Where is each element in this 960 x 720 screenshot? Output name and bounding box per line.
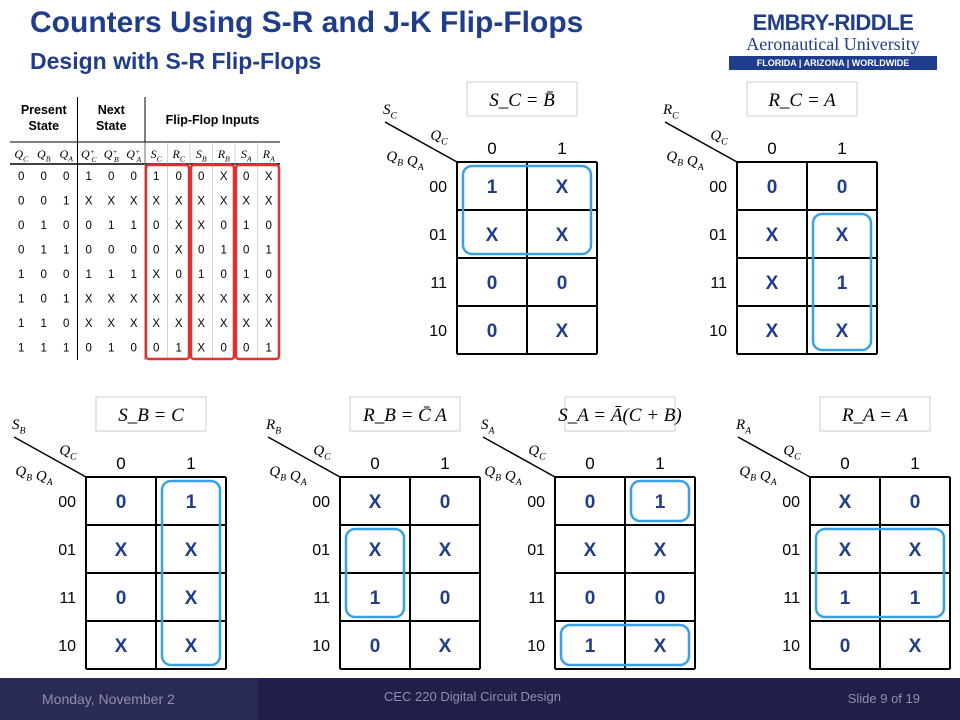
table-col-header: $S_A$ — [240, 147, 252, 164]
logo-line-2: Aeronautical University — [746, 34, 920, 54]
kmap-cell: X — [184, 636, 198, 657]
kmap-row-header: 10 — [58, 638, 76, 655]
kmap-cell: 0 — [439, 492, 451, 513]
kmap-cell: 1 — [909, 588, 921, 609]
table-cell: 1 — [243, 220, 250, 232]
kmap-cell: 0 — [654, 588, 666, 609]
kmap-cell: X — [765, 225, 779, 246]
kmap-cell: 0 — [766, 177, 778, 198]
table-cell: 0 — [243, 342, 250, 355]
kmap-col-header: 0 — [767, 139, 777, 158]
table-cell: X — [84, 318, 93, 330]
table-cell: 1 — [63, 244, 70, 257]
kmap-row-header: 01 — [429, 227, 447, 244]
kmap-col-header: 0 — [585, 454, 595, 473]
table-header-present: Present — [20, 103, 67, 117]
table-header-next-2: State — [95, 119, 127, 133]
table-cell: X — [264, 195, 273, 208]
table-cell: 0 — [130, 171, 137, 183]
kmap-cell: 1 — [836, 273, 848, 294]
kmap-col-header: 1 — [186, 454, 196, 473]
table-col-header: Q+ A — [126, 146, 142, 165]
table-cell: X — [174, 220, 183, 232]
kmap-cell: X — [555, 225, 569, 246]
table-cell: 0 — [18, 220, 25, 232]
kmap-cell: 0 — [115, 492, 127, 513]
kmap-cell: X — [653, 636, 667, 657]
table-cell: 0 — [130, 342, 137, 355]
table-col-header: $Q_B$ — [37, 147, 51, 164]
kmap-row-header: 11 — [313, 590, 330, 607]
footer-course: CEC 220 Digital Circuit Design — [384, 689, 562, 704]
table-header-next: Next — [97, 103, 125, 117]
kmap-row-header: 01 — [58, 542, 76, 559]
table-cell: X — [174, 293, 183, 306]
table-cell: 0 — [63, 318, 70, 330]
table-cell: 1 — [40, 244, 47, 257]
kmap-row-header: 01 — [527, 542, 545, 559]
kmap-equation-sb: S_B = C — [118, 405, 184, 426]
kmap-row-header: 10 — [527, 638, 545, 655]
table-cell: X — [129, 293, 138, 306]
kmap-col-header: 0 — [487, 139, 497, 158]
kmap-row-header: 00 — [709, 179, 727, 196]
table-cell: X — [242, 195, 251, 208]
kmap-cell: 0 — [584, 492, 596, 513]
kmap-col-var-sa: $Q_C$ — [528, 443, 546, 463]
kmap-cell: 1 — [839, 588, 851, 609]
table-col-header: $Q_A$ — [59, 147, 73, 164]
table-cell: 0 — [63, 220, 70, 232]
kmap-row-header: 10 — [429, 323, 447, 340]
kmap-col-header: 0 — [370, 454, 380, 473]
kmap-cell: 0 — [836, 177, 848, 198]
kmap-col-var-sc: $Q_C$ — [430, 128, 448, 148]
kmap-function-label-rc: $R_C$ — [663, 102, 679, 122]
table-cell: X — [129, 195, 138, 208]
kmap-col-var-rb: $Q_C$ — [313, 443, 331, 463]
table-cell: 0 — [153, 342, 160, 355]
table-col-header: $R_C$ — [172, 147, 186, 164]
kmap-row-var-ra: $Q_B$ $Q_A$ — [739, 464, 777, 488]
table-cell: 0 — [198, 171, 205, 183]
table-col-header: $S_B$ — [195, 147, 207, 164]
table-cell: X — [219, 195, 228, 208]
table-cell: 1 — [63, 342, 70, 355]
table-cell: 1 — [85, 269, 92, 281]
table-cell: X — [197, 293, 206, 306]
table-cell: 1 — [18, 293, 25, 306]
kmap-cell: 0 — [556, 273, 568, 294]
slide-title: Counters Using S-R and J-K Flip-Flops — [30, 6, 584, 39]
kmap-row-var-rb: $Q_B$ $Q_A$ — [269, 464, 307, 488]
table-cell: X — [219, 318, 228, 330]
table-cell: 0 — [153, 220, 160, 232]
kmap-col-header: 1 — [655, 454, 665, 473]
kmap-cell: 1 — [584, 636, 596, 657]
table-cell: 0 — [18, 244, 25, 257]
table-cell: 0 — [198, 244, 205, 257]
table-cell: X — [107, 318, 116, 330]
table-cell: 1 — [40, 318, 47, 330]
table-cell: 1 — [265, 244, 272, 257]
footer-slide-number: Slide 9 of 19 — [847, 691, 920, 706]
table-col-header: $R_A$ — [262, 147, 275, 164]
table-cell: 1 — [130, 269, 137, 281]
kmap-function-label-sa: $S_A$ — [481, 417, 495, 437]
table-cell: X — [219, 171, 228, 183]
table-cell: 0 — [85, 342, 92, 355]
table-cell: 1 — [153, 171, 160, 183]
table-cell: X — [84, 293, 93, 306]
kmap-cell: 0 — [909, 492, 921, 513]
table-cell: 0 — [220, 220, 227, 232]
kmap-cell: 0 — [115, 588, 127, 609]
kmap-equation-rb: R_B = C̄ A — [363, 405, 447, 426]
kmap-cell: X — [838, 540, 852, 561]
table-cell: 1 — [108, 269, 115, 281]
kmap-row-header: 11 — [59, 590, 76, 607]
kmap-equation-rc: R_C = A — [768, 90, 836, 111]
table-cell: 0 — [40, 269, 47, 281]
table-cell: 0 — [243, 171, 250, 183]
table-cell: X — [242, 318, 251, 330]
table-cell: X — [174, 195, 183, 208]
kmap-row-header: 10 — [709, 323, 727, 340]
table-cell: X — [174, 318, 183, 330]
table-header-present-2: State — [28, 119, 60, 133]
logo-line-3: FLORIDA | ARIZONA | WORLDWIDE — [729, 56, 937, 70]
slide-footer — [0, 678, 960, 720]
table-cell: 1 — [63, 293, 70, 306]
kmap-row-header: 01 — [782, 542, 800, 559]
kmap-cell: X — [838, 492, 852, 513]
table-cell: 0 — [108, 244, 115, 257]
table-cell: X — [152, 293, 161, 306]
logo-line-1: EMBRY-RIDDLE — [752, 10, 914, 35]
kmap-row-header: 10 — [312, 638, 330, 655]
table-cell: 0 — [108, 171, 115, 183]
kmap-equation-sa: S_A = Ā(C + B) — [558, 405, 682, 426]
table-cell: X — [152, 269, 161, 281]
table-cell: X — [107, 195, 116, 208]
table-cell: X — [152, 195, 161, 208]
kmap-col-header: 1 — [440, 454, 450, 473]
table-cell: X — [197, 342, 206, 355]
kmap-row-var-sc: $Q_B$ $Q_A$ — [386, 149, 424, 173]
kmap-cell: 1 — [486, 177, 498, 198]
table-cell: 0 — [220, 269, 227, 281]
kmap-cell: 0 — [439, 588, 451, 609]
table-cell: 0 — [63, 269, 70, 281]
table-cell: 0 — [130, 244, 137, 257]
kmap-cell: X — [438, 540, 452, 561]
kmap-cell: X — [555, 177, 569, 198]
kmap-cell: X — [368, 540, 382, 561]
table-cell: X — [264, 293, 273, 306]
kmap-function-label-sc: $S_C$ — [383, 102, 398, 122]
kmap-cell: 1 — [369, 588, 381, 609]
table-cell: 0 — [85, 220, 92, 232]
kmap-cell: X — [653, 540, 667, 561]
table-col-header: $R_B$ — [217, 147, 230, 164]
kmap-cell: X — [765, 321, 779, 342]
kmap-row-header: 11 — [710, 275, 727, 292]
kmap-row-header: 01 — [312, 542, 330, 559]
table-cell: 1 — [265, 342, 272, 355]
table-cell: 1 — [108, 220, 115, 232]
kmap-cell: 0 — [839, 636, 851, 657]
kmap-col-header: 0 — [840, 454, 850, 473]
kmap-cell: X — [184, 540, 198, 561]
table-cell: 0 — [40, 293, 47, 306]
kmap-row-header: 11 — [783, 590, 800, 607]
table-cell: 0 — [243, 244, 250, 257]
table-cell: X — [129, 318, 138, 330]
table-col-header: Q+ C — [80, 146, 97, 165]
kmap-function-label-sb: $S_B$ — [12, 417, 26, 437]
table-cell: X — [84, 195, 93, 208]
table-cell: 1 — [40, 342, 47, 355]
kmap-row-header: 00 — [782, 494, 800, 511]
kmap-row-var-sa: $Q_B$ $Q_A$ — [484, 464, 522, 488]
kmap-cell: 0 — [486, 273, 498, 294]
kmap-row-var-rc: $Q_B$ $Q_A$ — [666, 149, 704, 173]
table-cell: X — [152, 318, 161, 330]
table-cell: X — [174, 244, 183, 257]
table-cell: X — [219, 293, 228, 306]
kmap-cell: X — [184, 588, 198, 609]
table-cell: 0 — [220, 342, 227, 355]
table-col-header: Q+ B — [103, 146, 119, 165]
kmap-row-header: 11 — [528, 590, 545, 607]
table-cell: 0 — [175, 171, 182, 183]
table-cell: 1 — [108, 342, 115, 355]
kmap-cell: X — [908, 636, 922, 657]
kmap-cell: 0 — [486, 321, 498, 342]
slide-subtitle: Design with S-R Flip-Flops — [30, 48, 322, 74]
kmap-col-var-sb: $Q_C$ — [59, 443, 77, 463]
table-cell: 1 — [198, 269, 205, 281]
kmap-row-header: 11 — [430, 275, 447, 292]
kmap-col-header: 1 — [837, 139, 847, 158]
table-cell: 1 — [18, 269, 25, 281]
table-cell: 0 — [18, 195, 25, 208]
kmap-cell: X — [438, 636, 452, 657]
kmap-row-var-sb: $Q_B$ $Q_A$ — [15, 464, 53, 488]
kmap-row-header: 00 — [527, 494, 545, 511]
table-cell: 0 — [18, 171, 25, 183]
kmap-cell: X — [908, 540, 922, 561]
kmap-col-var-rc: $Q_C$ — [710, 128, 728, 148]
table-cell: X — [197, 220, 206, 232]
table-cell: 0 — [85, 244, 92, 257]
table-cell: X — [197, 195, 206, 208]
kmap-equation-ra: R_A = A — [842, 405, 908, 426]
table-cell: X — [242, 293, 251, 306]
kmap-function-label-rb: $R_B$ — [266, 417, 282, 437]
table-cell: 1 — [243, 269, 250, 281]
kmap-row-header: 00 — [429, 179, 447, 196]
table-cell: X — [264, 318, 273, 330]
kmap-col-var-ra: $Q_C$ — [783, 443, 801, 463]
kmap-cell: X — [835, 321, 849, 342]
table-header-ffinputs: Flip-Flop Inputs — [165, 113, 260, 127]
kmap-row-header: 00 — [312, 494, 330, 511]
table-cell: 1 — [85, 171, 92, 183]
kmap-cell: 0 — [369, 636, 381, 657]
table-cell: 1 — [220, 244, 227, 257]
table-cell: 0 — [265, 220, 272, 232]
table-cell: 1 — [130, 220, 137, 232]
table-cell: 1 — [18, 318, 25, 330]
table-cell: X — [107, 293, 116, 306]
table-cell: 0 — [175, 269, 182, 281]
table-col-header: $Q_C$ — [14, 147, 29, 164]
footer-date: Monday, November 2 — [42, 691, 175, 707]
kmap-cell: X — [555, 321, 569, 342]
kmap-row-header: 00 — [58, 494, 76, 511]
kmap-cell: X — [835, 225, 849, 246]
table-cell: 0 — [63, 171, 70, 183]
kmap-col-header: 0 — [116, 454, 126, 473]
kmap-cell: X — [583, 540, 597, 561]
kmap-cell: 0 — [584, 588, 596, 609]
table-cell: X — [197, 318, 206, 330]
kmap-row-header: 01 — [709, 227, 727, 244]
kmap-cell: X — [114, 636, 128, 657]
kmap-cell: X — [485, 225, 499, 246]
kmap-cell: X — [765, 273, 779, 294]
kmap-col-header: 1 — [557, 139, 567, 158]
kmap-cell: X — [368, 492, 382, 513]
table-cell: 0 — [265, 269, 272, 281]
kmap-cell: 1 — [185, 492, 197, 513]
table-cell: X — [264, 171, 273, 183]
kmap-function-label-ra: $R_A$ — [736, 417, 752, 437]
table-cell: 1 — [63, 195, 70, 208]
table-cell: 0 — [40, 171, 47, 183]
table-cell: 0 — [40, 195, 47, 208]
kmap-col-header: 1 — [910, 454, 920, 473]
table-col-header: $S_C$ — [150, 147, 162, 164]
table-cell: 0 — [153, 244, 160, 257]
kmap-cell: 1 — [654, 492, 666, 513]
table-cell: 1 — [18, 342, 25, 355]
kmap-equation-sc: S_C = B̄ — [489, 90, 555, 111]
kmap-row-header: 10 — [782, 638, 800, 655]
table-cell: 1 — [40, 220, 47, 232]
table-cell: 1 — [175, 342, 182, 355]
kmap-cell: X — [114, 540, 128, 561]
